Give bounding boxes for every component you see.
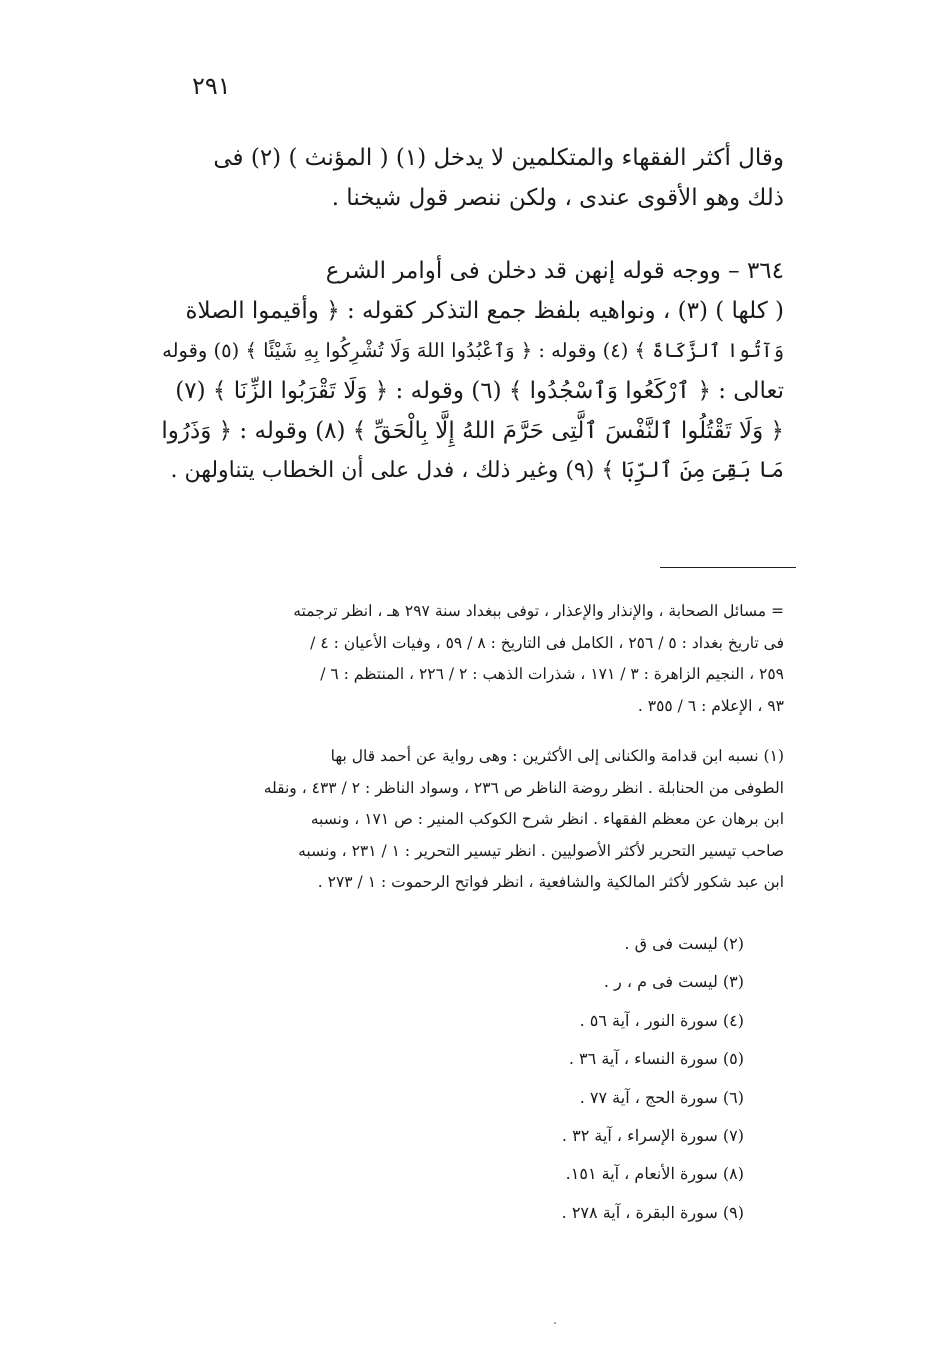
footnote-line: الطوفى من الحنابلة . انظر روضة الناظر ص ٢٣٦ ، وسواد الناظر : ٢ / ٤٣٣ ، ونقله xyxy=(263,778,784,797)
short-footnotes-list xyxy=(562,925,744,1232)
paragraph-line: ﴿ وَلَا تَقْتُلُوا ٱلنَّفْسَ ٱلَّتِى حَرَّمَ اللهُ إِلَّا بِالْحَقِّ ﴾ (٨) وقوله : ﴿ وَذَرُوا xyxy=(161,418,784,444)
footnote-separator xyxy=(660,567,796,568)
footnote-line: ٩٣ ، الإعلام : ٦ / ٣٥٥ . xyxy=(637,696,784,715)
footnote-6: (٦) سورة الحج ، آية ٧٧ . xyxy=(579,1087,744,1107)
footnote-7: (٧) سورة الإسراء ، آية ٣٢ . xyxy=(561,1126,744,1146)
footnote-3: (٣) ليست فى م ، ر . xyxy=(603,972,744,992)
footnote-line: = مسائل الصحابة ، والإنذار والإعذار ، توفى ببغداد سنة ٢٩٧ هـ ، انظر ترجمته xyxy=(293,602,784,620)
footnote-2: (٢) ليست فى ق . xyxy=(624,934,744,953)
paragraph-line: ( كلها ) (٣) ، ونواهيه بلفظ جمع التذكر كقوله : ﴿ وأقيموا الصلاة xyxy=(185,298,784,324)
footnote-9: (٩) سورة البقرة ، آية ٢٧٨ . xyxy=(561,1202,744,1222)
paragraph-opinion xyxy=(158,138,784,218)
paragraph-line: ٣٦٤ – ووجه قوله إنهن قد دخلن فى أوامر الشرع xyxy=(325,258,784,284)
paragraph-line: ذلك وهو الأقوى عندى ، ولكن ننصر قول شيخنا . xyxy=(331,185,784,211)
paragraph-line: تعالى : ﴿ ٱرْكَعُوا وَٱسْجُدُوا ﴾ (٦) وقوله : ﴿ وَلَا تَقْرَبُوا الزِّنَا ﴾ (٧) xyxy=(175,378,784,404)
footnote-line: ابن برهان عن معظم الفقهاء . انظر شرح الكوكب المنير : ص ١٧١ ، ونسبه xyxy=(310,810,784,828)
footnote-line: صاحب تيسير التحرير لأكثر الأصوليين . انظر تيسير التحرير : ١ / ٢٣١ ، ونسبه xyxy=(298,841,784,860)
paragraph-line: وَآتُوا ٱلزَّكَاةَ ﴾ (٤) وقوله : ﴿ وَٱعْبُدُوا اللهَ وَلَا تُشْرِكُوا بِهِ شَيْئًا ﴾ (٥) وقوله xyxy=(162,339,784,362)
footnote-continuation xyxy=(158,596,784,722)
footnote-line: ابن عبد شكور لأكثر المالكية والشافعية ، انظر فواتح الرحموت : ١ / ٢٧٣ . xyxy=(317,873,784,891)
footnote-4: (٤) سورة النور ، آية ٥٦ . xyxy=(579,1010,744,1030)
footnote-line: فى تاريخ بغداد : ٥ / ٢٥٦ ، الكامل فى التاريخ : ٨ / ٥٩ ، وفيات الأعيان : ٤ / xyxy=(310,633,784,652)
scan-speck xyxy=(554,1322,556,1324)
footnote-5: (٥) سورة النساء ، آية ٣٦ . xyxy=(568,1049,744,1069)
footnote-1 xyxy=(158,741,784,899)
paragraph-364 xyxy=(158,251,784,491)
footnote-8: (٨) سورة الأنعام ، آية ١٥١. xyxy=(565,1164,744,1184)
footnote-line: (١) نسبه ابن قدامة والكنانى إلى الأكثرين : وهى رواية عن أحمد قال بها xyxy=(330,747,784,765)
paragraph-line: وقال أكثر الفقهاء والمتكلمين لا يدخل (١) ( المؤنث ) (٢) فى xyxy=(213,145,784,171)
paragraph-line: مَا بَقِىَ مِنَ ٱلرِّبَا ﴾ (٩) وغير ذلك ، فدل على أن الخطاب يتناولهن . xyxy=(170,458,784,483)
page-number: ٢٩١ xyxy=(192,72,231,100)
footnote-line: ٢٥٩ ، النجيم الزاهرة : ٣ / ١٧١ ، شذرات الذهب : ٢ / ٢٢٦ ، المنتظم : ٦ / xyxy=(320,665,784,683)
